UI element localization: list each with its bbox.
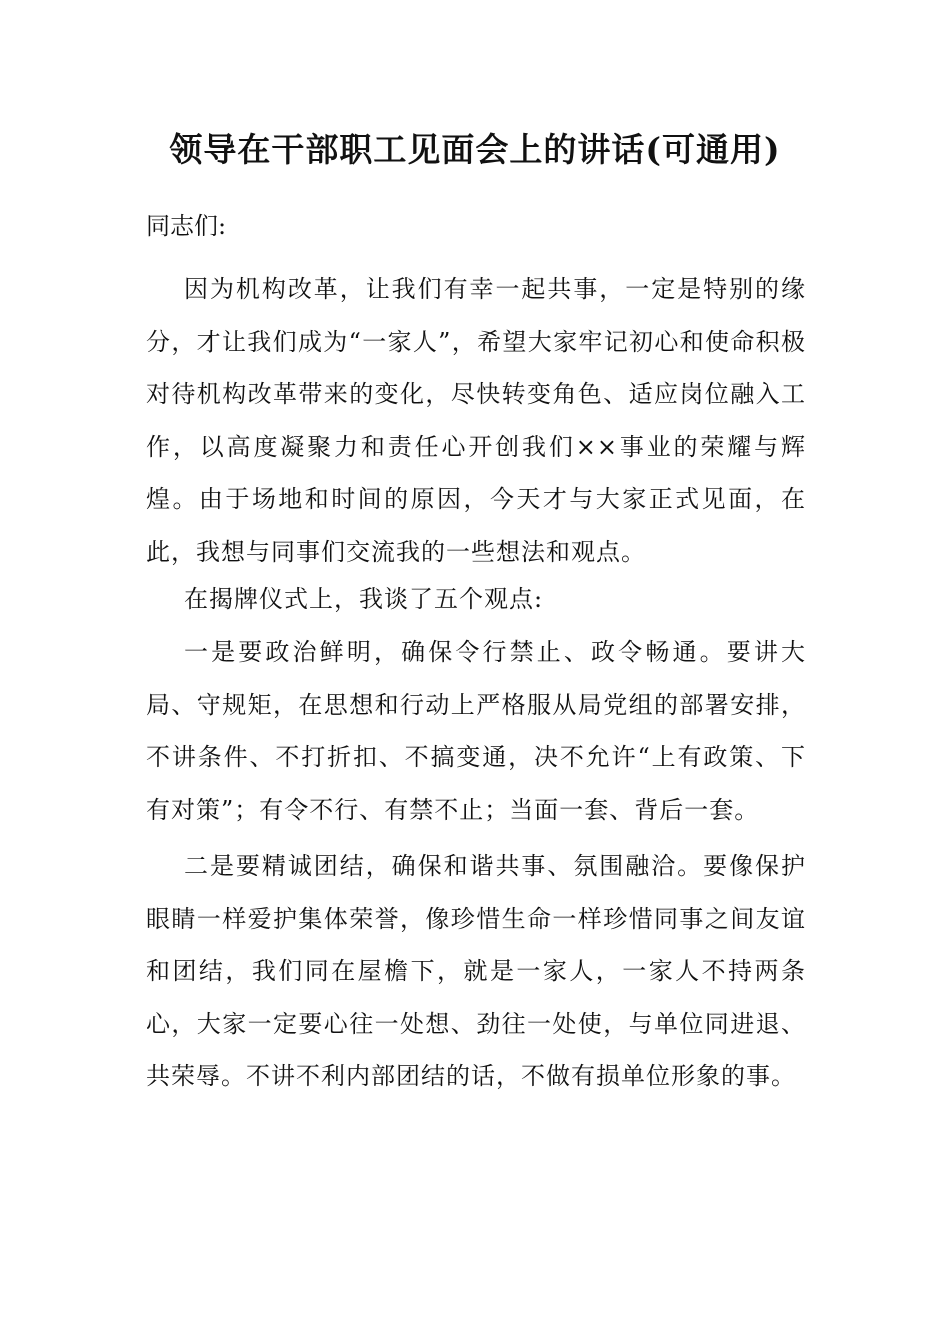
paragraph-point-two: 二是要精诚团结，确保和谐共事、氛围融洽。要像保护眼睛一样爱护集体荣誉，像珍惜生命一样珍惜同事之间友谊和团结，我们同在屋檐下，就是一家人，一家人不持两条心，大家一定要心往一处想、劲往一处使，与单位同进退、共荣辱。不讲不利内部团结的话，不做有损单位形象的事。: [146, 852, 806, 1090]
salutation: 同志们:: [146, 212, 227, 240]
paragraph-intro: 因为机构改革，让我们有幸一起共事，一定是特别的缘分，才让我们成为“一家人”，希望大家牢记初心和使命积极对待机构改革带来的变化，尽快转变角色、适应岗位融入工作，以高度凝聚力和责任心开创我们××事业的荣耀与辉煌。由于场地和时间的原因，今天才与大家正式见面，在此，我想与同事们交流我的一些想法和观点。: [146, 275, 806, 566]
paragraph-five-points: 在揭牌仪式上，我谈了五个观点:: [184, 585, 544, 613]
paragraph-point-one: 一是要政治鲜明，确保令行禁止、政令畅通。要讲大局、守规矩，在思想和行动上严格服从局党组的部署安排，不讲条件、不打折扣、不搞变通，决不允许“上有政策、下有对策”；有令不行、有禁不止；当面一套、背后一套。: [146, 638, 806, 824]
document-title: 领导在干部职工见面会上的讲话(可通用): [169, 130, 781, 169]
